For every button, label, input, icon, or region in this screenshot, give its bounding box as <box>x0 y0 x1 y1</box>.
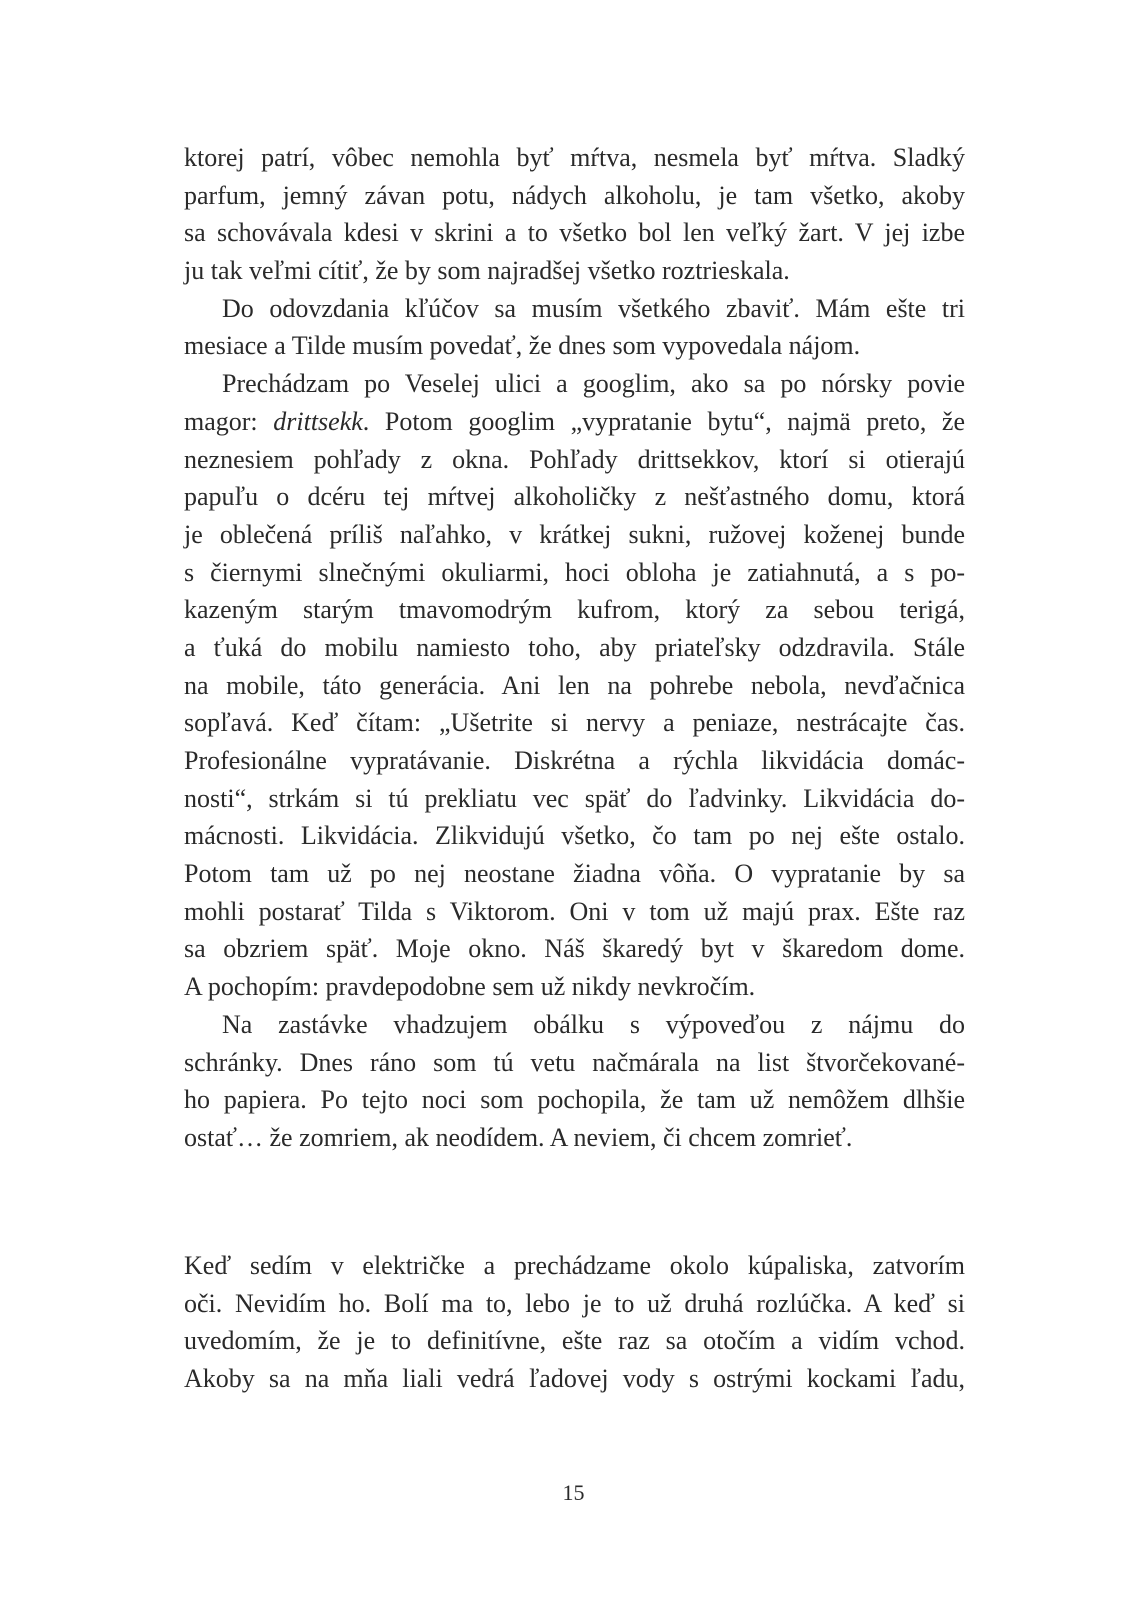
text-fragment: . Potom googlim „vypratanie bytu“, najmä preto, že <box>362 406 966 436</box>
text-line: ju tak veľmi cítiť, že by som najradšej všetko roztrieskala. <box>184 256 790 286</box>
text-line: neznesiem pohľady z okna. Pohľady drittsekkov, ktorí si otierajú <box>184 444 965 474</box>
text-line: mesiace a Tilde musím povedať, že dnes som vypovedala nájom. <box>184 331 861 361</box>
text-line: Na zastávke vhadzujem obálku s výpoveďou z nájmu do <box>222 1009 965 1039</box>
text-line: je oblečená príliš naľahko, v krátkej sukni, ružovej koženej bunde <box>184 519 965 549</box>
text-line: mohli postarať Tilda s Viktorom. Oni v tom už majú prax. Ešte raz <box>184 896 965 926</box>
text-line: Potom tam už po nej neostane žiadna vôňa. O vypratanie by sa <box>184 859 965 889</box>
text-line: sopľavá. Keď čítam: „Ušetrite si nervy a peniaze, nestrácajte čas. <box>184 708 965 738</box>
text-line: Keď sedím v električke a prechádzame okolo kúpaliska, zatvorím <box>184 1251 965 1280</box>
italic-word: drittsekk <box>273 406 363 436</box>
text-line: a ťuká do mobilu namiesto toho, aby priateľsky odzdravila. Stále <box>184 632 965 662</box>
text-line: kazeným starým tmavomodrým kufrom, ktorý za sebou terigá, <box>184 595 965 625</box>
text-block-main <box>184 139 965 1157</box>
text-block-section-two <box>184 1247 965 1398</box>
text-line: schránky. Dnes ráno som tú vetu načmárala na list štvorčekované- <box>184 1047 965 1077</box>
text-line: ktorej patrí, vôbec nemohla byť mŕtva, nesmela byť mŕtva. Sladký <box>184 143 965 172</box>
text-line: A pochopím: pravdepodobne sem už nikdy nevkročím. <box>184 972 756 1002</box>
text-line: mácnosti. Likvidácia. Zlikvidujú všetko, čo tam po nej ešte ostalo. <box>184 821 965 851</box>
text-fragment: magor: <box>184 406 258 436</box>
text-line: Prechádzam po Veselej ulici a googlim, ako sa po nórsky povie <box>222 369 965 399</box>
text-line: Do odovzdania kľúčov sa musím všetkého zbaviť. Mám ešte tri <box>222 293 965 323</box>
text-line: Akoby sa na mňa liali vedrá ľadovej vody s ostrými kockami ľadu, <box>184 1364 965 1394</box>
text-line: oči. Nevidím ho. Bolí ma to, lebo je to už druhá rozlúčka. A keď si <box>184 1288 965 1318</box>
text-line-with-italic <box>184 403 965 441</box>
text-line: na mobile, táto generácia. Ani len na pohrebe nebola, nevďačnica <box>184 670 965 700</box>
page-number: 15 <box>562 1480 585 1505</box>
text-line: sa obzriem späť. Moje okno. Náš škaredý byt v škaredom dome. <box>184 934 965 964</box>
text-line: papuľu o dcéru tej mŕtvej alkoholičky z nešťastného domu, ktorá <box>184 482 965 512</box>
text-line: Profesionálne vypratávanie. Diskrétna a rýchla likvidácia domác- <box>184 746 965 775</box>
text-line: uvedomím, že je to definitívne, ešte raz sa otočím a vidím vchod. <box>184 1326 965 1356</box>
text-line: ho papiera. Po tejto noci som pochopila, že tam už nemôžem dlhšie <box>184 1085 965 1115</box>
text-line: s čiernymi slnečnými okuliarmi, hoci obloha je zatiahnutá, a s po- <box>184 557 965 587</box>
text-line: parfum, jemný závan potu, nádych alkoholu, je tam všetko, akoby <box>184 180 965 210</box>
text-line: sa schovávala kdesi v skrini a to všetko bol len veľký žart. V jej izbe <box>184 218 965 248</box>
text-line: ostať… že zomriem, ak neodídem. A neviem, či chcem zomrieť. <box>184 1122 853 1152</box>
text-line: nosti“, strkám si tú prekliatu vec späť do ľadvinky. Likvidácia do- <box>184 783 965 813</box>
